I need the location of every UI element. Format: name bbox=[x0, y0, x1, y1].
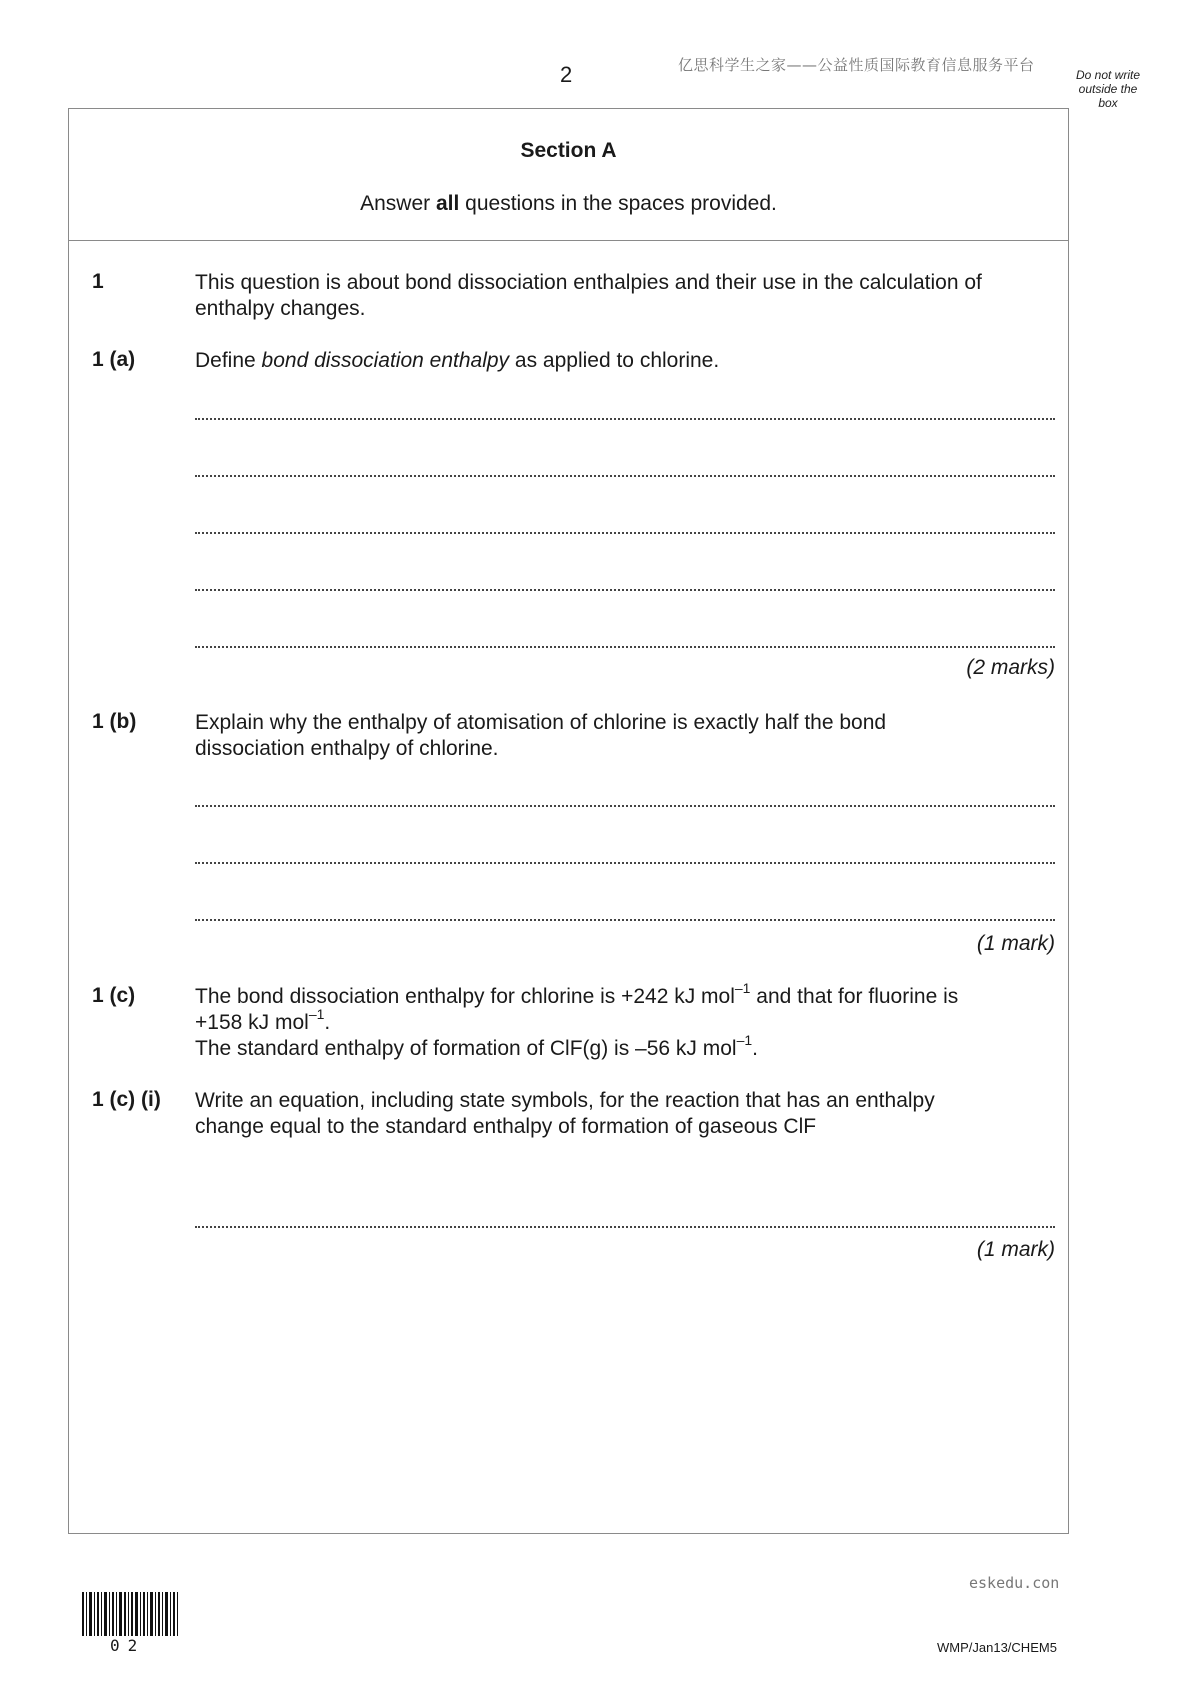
question-1c-line2 bbox=[195, 1006, 958, 1036]
section-divider bbox=[68, 240, 1069, 241]
marks-1ci: (1 mark) bbox=[976, 1238, 1055, 1261]
answer-line-1a-5[interactable] bbox=[195, 646, 1055, 648]
question-1c-line3 bbox=[195, 1032, 958, 1062]
watermark-text: 亿思科学生之家——公益性质国际教育信息服务平台 bbox=[678, 56, 1035, 74]
answer-line-1a-2[interactable] bbox=[195, 475, 1055, 477]
question-1c-line3-post: . bbox=[752, 1037, 759, 1060]
barcode-icon bbox=[82, 1592, 178, 1636]
instruction-pre: Answer bbox=[360, 192, 436, 215]
question-1a-number: 1 (a) bbox=[92, 348, 136, 371]
question-1b-line2: dissociation enthalpy of chlorine. bbox=[195, 737, 499, 760]
answer-line-1b-2[interactable] bbox=[195, 862, 1055, 864]
question-1c-number: 1 (c) bbox=[92, 984, 136, 1007]
question-1-text: This question is about bond dissociation enthalpies and their use in the calculation of enthalpy changes. bbox=[195, 271, 982, 320]
question-1c-line3-sup: –1 bbox=[736, 1032, 753, 1048]
question-1a-text bbox=[195, 348, 719, 374]
question-1c-line1-pre: The bond dissociation enthalpy for chlorine is +242 kJ mol bbox=[195, 985, 735, 1008]
answer-line-1b-3[interactable] bbox=[195, 919, 1055, 921]
answer-line-1ci-1[interactable] bbox=[195, 1226, 1055, 1228]
instruction-post: questions in the spaces provided. bbox=[459, 192, 777, 215]
question-1c-line3-pre: The standard enthalpy of formation of ClF(g) is –56 kJ mol bbox=[195, 1037, 737, 1060]
question-1b-number: 1 (b) bbox=[92, 710, 137, 733]
answer-line-1a-1[interactable] bbox=[195, 418, 1055, 420]
answer-line-1b-1[interactable] bbox=[195, 805, 1055, 807]
question-1c-text bbox=[195, 980, 959, 1062]
instruction-bold: all bbox=[435, 192, 460, 215]
question-1a-pre: Define bbox=[195, 349, 262, 372]
question-1ci-text bbox=[195, 1088, 935, 1140]
question-1c-line2-sup: –1 bbox=[308, 1006, 325, 1022]
question-1a-italic: bond dissociation enthalpy bbox=[261, 349, 510, 372]
marks-1b: (1 mark) bbox=[976, 932, 1055, 955]
footer-site: eskedu.con bbox=[969, 1574, 1060, 1592]
question-1b-text bbox=[195, 710, 886, 762]
question-1b-line1: Explain why the enthalpy of atomisation of chlorine is exactly half the bond bbox=[195, 711, 887, 734]
question-1ci-number: 1 (c) (i) bbox=[92, 1088, 161, 1111]
section-instruction bbox=[68, 192, 1069, 216]
question-1c-line1-sup: –1 bbox=[734, 980, 751, 996]
question-1ci-line1: Write an equation, including state symbols, for the reaction that has an enthalpy bbox=[195, 1089, 935, 1112]
question-1ci-line2: change equal to the standard enthalpy of formation of gaseous ClF bbox=[195, 1115, 817, 1138]
question-1-number: 1 bbox=[92, 270, 104, 293]
page-number: 2 bbox=[560, 62, 573, 87]
marks-1a: (2 marks) bbox=[966, 656, 1055, 679]
question-1a-post: as applied to chlorine. bbox=[509, 349, 720, 372]
section-title: Section A bbox=[520, 139, 617, 162]
question-1c-line2-pre: +158 kJ mol bbox=[195, 1011, 309, 1034]
answer-line-1a-4[interactable] bbox=[195, 589, 1055, 591]
answer-line-1a-3[interactable] bbox=[195, 532, 1055, 534]
question-1c-line1-post: and that for fluorine is bbox=[750, 985, 959, 1008]
barcode-digits: 02 bbox=[110, 1636, 146, 1655]
margin-note: Do not write outside the box bbox=[1075, 68, 1141, 110]
question-1c-line2-post: . bbox=[324, 1011, 331, 1034]
paper-code: WMP/Jan13/CHEM5 bbox=[937, 1640, 1057, 1655]
